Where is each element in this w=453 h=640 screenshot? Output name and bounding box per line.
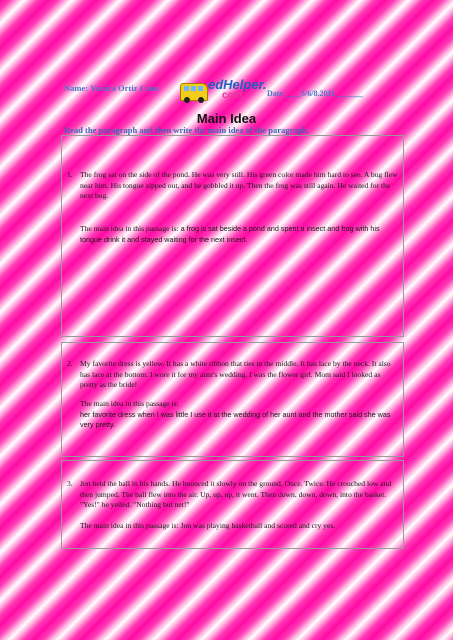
answer-text: her favorite dress when I was little I use it at the wedding of her aunt and the mother said she was very pretty. (80, 409, 391, 430)
paragraph-text: My favorite dress is yellow. It has a white ribbon that ties in the middle. It has lace by the neck. It also has lace at the bottom. I wore it for my aunt's wedding. I was the flower girl. Mom said I looked as pretty as the bride! (80, 359, 391, 390)
question-2-answer (80, 399, 398, 431)
paragraph-text: The frog sat on the side of the pond. He was very still. His green color made him hard to see. A bug flew near him. His tongue zipped out, and he gobbled it up. Then the frog was still again. He waited for the next bug. (80, 170, 398, 201)
school-bus-icon (180, 83, 208, 101)
question-3-answer (80, 521, 398, 532)
question-number: 1. (67, 170, 73, 179)
question-box-2 (61, 342, 404, 457)
answer-prefix: The main idea in this passage is: (80, 224, 179, 233)
question-box-1 (61, 135, 404, 337)
question-number: 2. (67, 359, 73, 368)
question-number: 3. (67, 479, 73, 488)
edhelper-logo (180, 77, 267, 105)
question-2-paragraph (67, 359, 399, 391)
answer-text: Jon was playing basketball and scored and cry yes. (180, 521, 336, 530)
logo-tld-text: com (222, 90, 243, 101)
question-1-answer (80, 224, 398, 245)
answer-prefix: The main idea in this passage is: (80, 521, 179, 530)
logo-brand-text: edHelper. (208, 77, 267, 92)
page-title: Main Idea (196, 111, 257, 126)
question-1-paragraph (67, 170, 399, 202)
paragraph-text: Jon held the ball in his hands. He bounced it slowly on the ground. Once. Twice. He crouched low and then jumped. The ball flew into the air. Up, up, up, it went. Then down, down, down, into the basket. "Yes!" he yelled. "Nothing but net!" (80, 479, 392, 510)
instructions-text: Read the paragraph and then write the main idea of the paragraph. (64, 125, 310, 135)
answer-text: a frog is sat beside a pond and spent a insect and frog with his tongue drink it and stayed waiting for the next insect. (80, 224, 380, 244)
question-3-paragraph (67, 479, 399, 511)
student-name: Name: Yessica Ortiz Cano (64, 83, 159, 93)
date-field: Date ____3/6/8.2011_______ (267, 89, 363, 98)
worksheet-header (64, 79, 404, 107)
question-box-3 (61, 460, 404, 549)
answer-prefix: The main idea in this passage is: (80, 399, 179, 408)
